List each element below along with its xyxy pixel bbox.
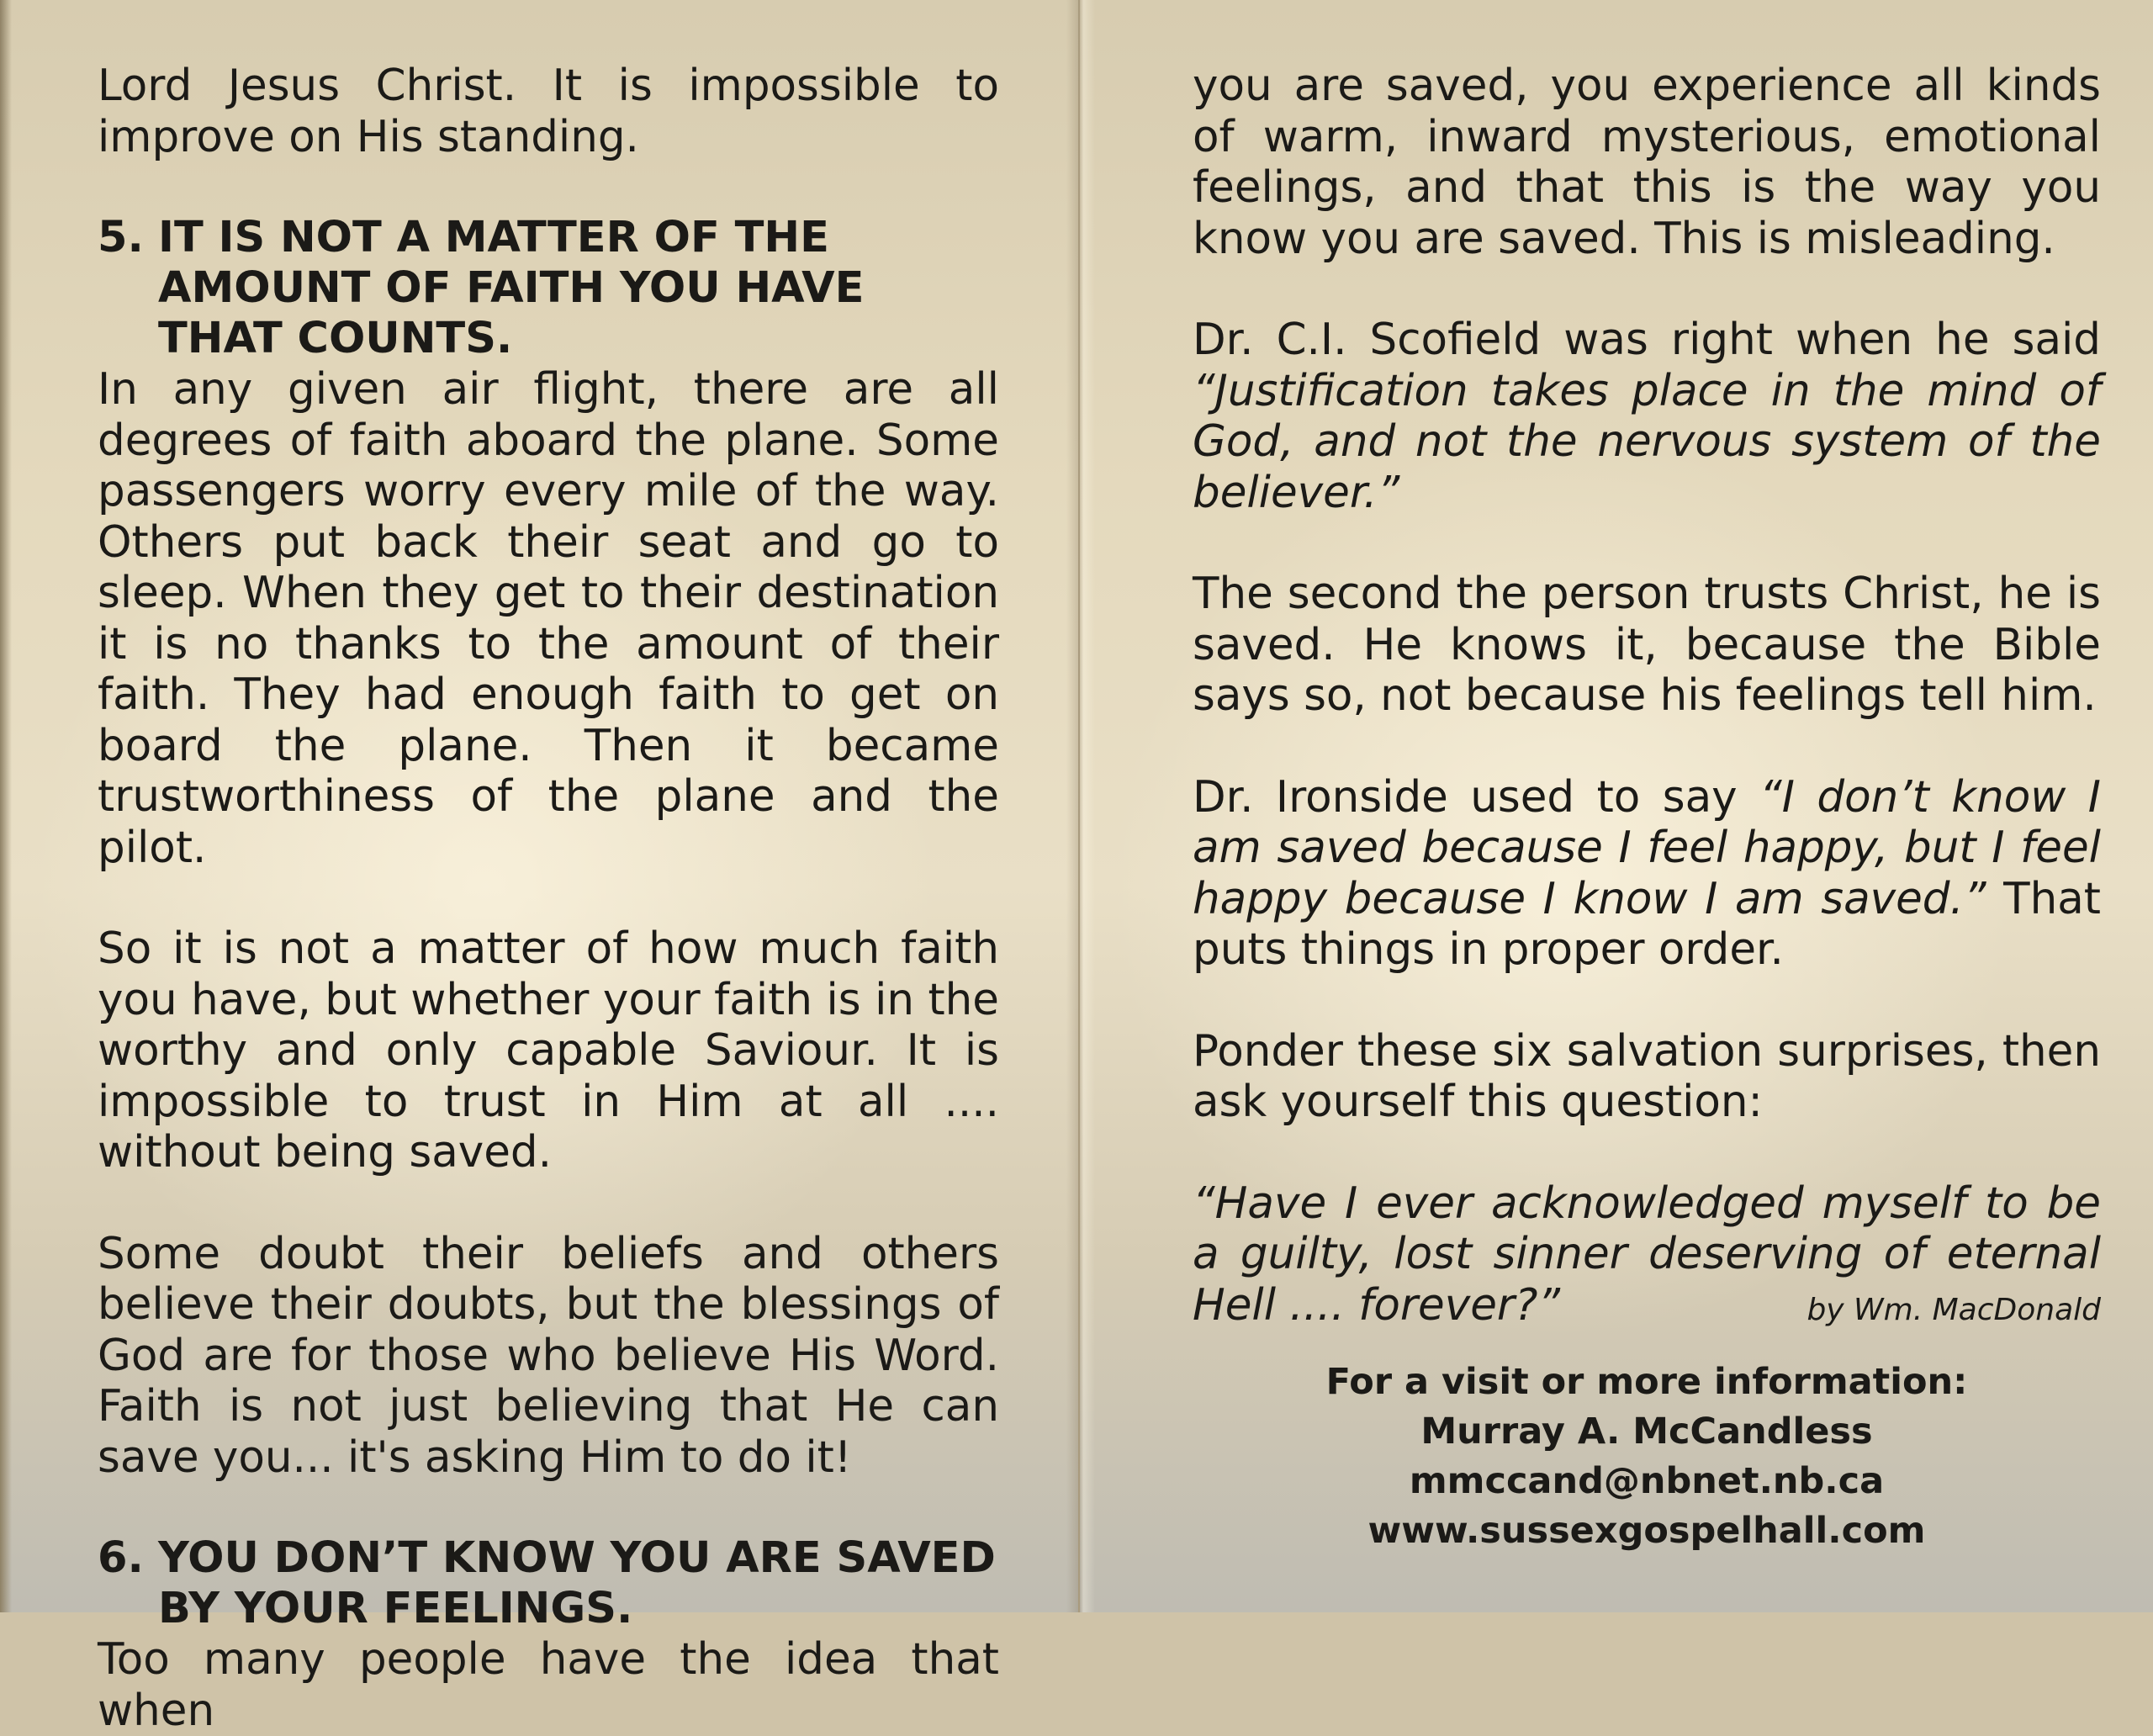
heading-number: 5. bbox=[98, 213, 144, 262]
center-fold bbox=[1066, 0, 1095, 1612]
ironside-paragraph bbox=[1193, 772, 2101, 976]
heading-text: IT IS NOT A MATTER OF THE AMOUNT OF FAITH YOU HAVE THAT COUNTS. bbox=[158, 213, 865, 363]
contact-heading: For a visit or more information: bbox=[1325, 1361, 1968, 1403]
heading-text: YOU DON’T KNOW YOU ARE SAVED BY YOUR FEELINGS. bbox=[158, 1533, 996, 1633]
ironside-lead: Dr. Ironside used to say bbox=[1193, 771, 1738, 823]
ironside-tail: That puts things in proper order. bbox=[1193, 873, 2101, 975]
doubt-paragraph: Some doubt their beliefs and others believe their doubts, but the blessings of God are for those who believe His Word. Faith is not just believing that He can save you... it's asking Him to do it! bbox=[98, 1228, 999, 1483]
ironside-quote: “I don’t know I am saved because I feel happy, but I feel happy because I know I am saved.” bbox=[1193, 771, 2101, 924]
air-flight-paragraph: In any given air flight, there are all degrees of faith aboard the plane. Some passengers worry every mile of the way. Others put back their seat and go to sleep. When they get to their destination it is no thanks to the amount of their faith. They had enough faith to get on board the plane. Then it became trustworthiness of the plane and the pilot. bbox=[98, 364, 999, 873]
scofield-paragraph bbox=[1193, 315, 2101, 518]
author-byline: by Wm. MacDonald bbox=[1807, 1293, 2101, 1327]
contact-block bbox=[1193, 1358, 2101, 1556]
right-page bbox=[1080, 0, 2153, 1612]
contact-name: Murray A. McCandless bbox=[1420, 1410, 1873, 1453]
scofield-quote: “Justification takes place in the mind of God, and not the nervous system of the believer.” bbox=[1193, 365, 2101, 518]
heading-number: 6. bbox=[98, 1533, 144, 1583]
contact-email: mmccand@nbnet.nb.ca bbox=[1409, 1460, 1885, 1502]
right-column bbox=[1193, 61, 2101, 1556]
second-paragraph: The second the person trusts Christ, he is saved. He knows it, because the Bible says so, not because his feelings tell him. bbox=[1193, 569, 2101, 721]
intro-paragraph: Lord Jesus Christ. It is impossible to improve on His standing. bbox=[98, 61, 999, 162]
continuation-paragraph: you are saved, you experience all kinds of warm, inward mysterious, emotional feelings, and that this is the way you know you are saved. This is misleading. bbox=[1193, 61, 2101, 264]
question-quote: “Have I ever acknowledged myself to be a guilty, lost sinner deserving of eternal Hell .... forever?” bbox=[1193, 1178, 2101, 1331]
contact-website: www.sussexgospelhall.com bbox=[1367, 1510, 1926, 1552]
heading-point-6 bbox=[98, 1533, 999, 1634]
page-edge-shadow bbox=[0, 0, 12, 1612]
ponder-paragraph: Ponder these six salvation surprises, then ask yourself this question: bbox=[1193, 1025, 2101, 1127]
too-many-people-paragraph: Too many people have the idea that when bbox=[98, 1634, 999, 1736]
scofield-lead: Dr. C.I. Scofield was right when he said bbox=[1193, 315, 2101, 365]
left-column bbox=[98, 61, 999, 1736]
how-much-faith-paragraph: So it is not a matter of how much faith you have, but whether your faith is in the worthy and only capable Saviour. It is impossible to trust in Him at all .... without being saved. bbox=[98, 924, 999, 1178]
heading-point-5 bbox=[98, 213, 999, 364]
